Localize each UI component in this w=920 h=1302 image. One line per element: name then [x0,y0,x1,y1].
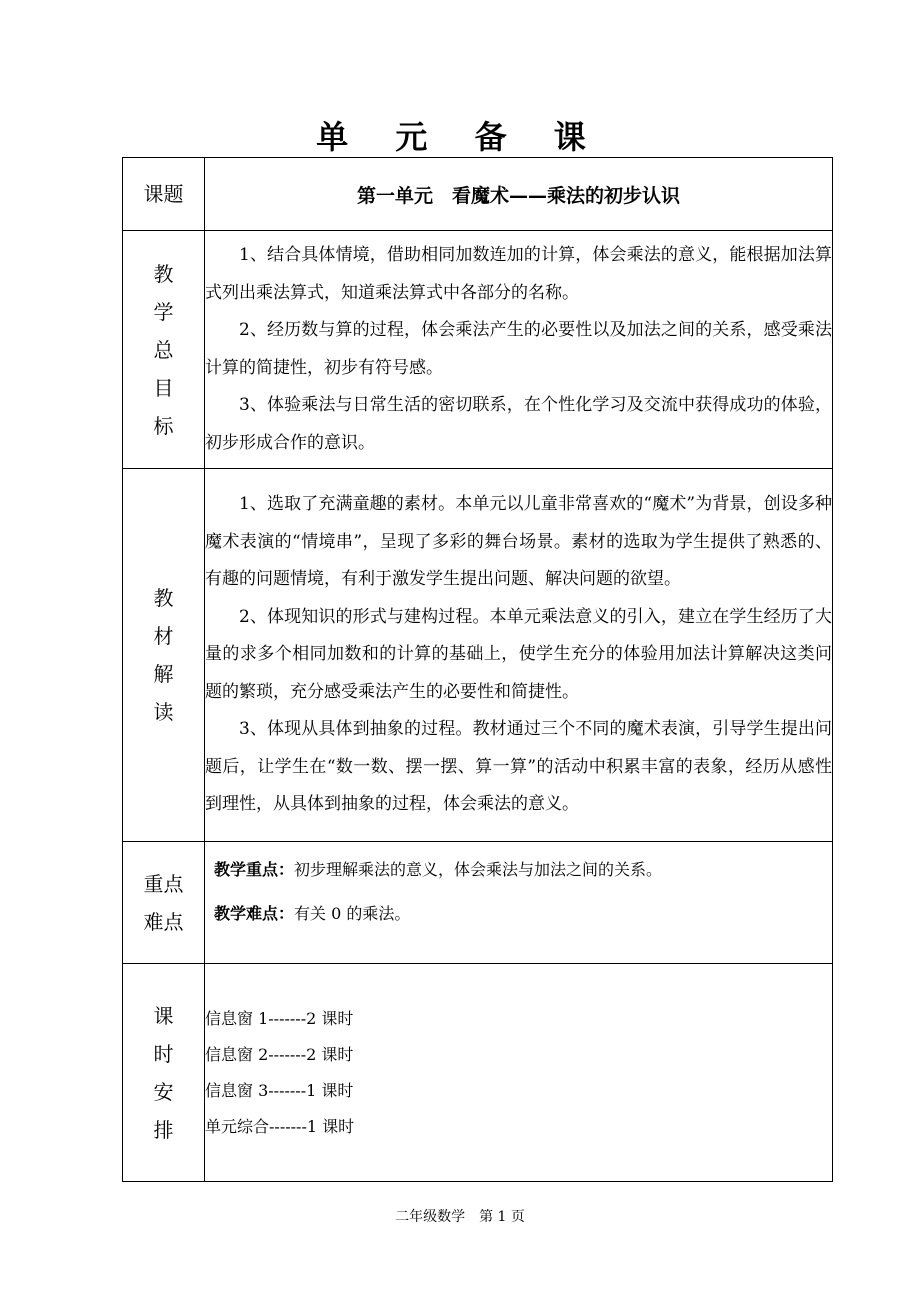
document-title: 单 元 备 课 [316,118,604,156]
topic-row [123,158,833,231]
goals-label [123,231,205,469]
goals-row [123,231,833,469]
key-points-label [123,842,205,964]
key-points-row [123,842,833,964]
key-points-label-line: 重点 [143,871,184,896]
goals-label-char: 学 [153,299,174,324]
key-points-content [205,842,833,964]
topic-value: 第一单元 看魔术——乘法的初步认识 [205,158,833,231]
teaching-difficulty-label: 教学难点： [214,904,295,923]
teaching-focus [205,860,832,880]
goals-label-char: 教 [153,261,174,286]
topic-label-cell [123,158,205,231]
schedule-item: 信息窗 2-------2 课时 [205,1044,354,1064]
goals-label-char: 标 [153,413,174,438]
goals-label-char: 目 [153,375,174,400]
textbook-paragraph: 1、选取了充满童趣的素材。本单元以儿童非常喜欢的“魔术”为背景，创设多种魔术表演的“情境串”，呈现了多彩的舞台场景。素材的选取为学生提供了熟悉的、有趣的问题情境，有利于激发学生提出问题、解决问题的欲望。 [205,494,832,590]
page-footer: 二年级数学 第 1 页 [395,1209,525,1225]
textbook-content [205,469,833,842]
textbook-label [123,469,205,842]
key-points-label-line: 难点 [143,909,184,934]
textbook-label-char: 教 [153,586,174,610]
goals-paragraph: 1、结合具体情境，借助相同加数连加的计算，体会乘法的意义，能根据加法算式列出乘法算式，知道乘法算式中各部分的名称。 [205,245,832,303]
teaching-focus-text: 初步理解乘法的意义，体会乘法与加法之间的关系。 [294,860,663,879]
topic-label: 课题 [143,182,184,206]
schedule-label [123,964,205,1182]
teaching-difficulty-text: 有关 0 的乘法。 [294,904,411,923]
textbook-row [123,469,833,842]
schedule-content [205,964,833,1182]
schedule-label-char: 排 [153,1117,174,1142]
goals-content [205,231,833,469]
goals-paragraph: 3、体验乘法与日常生活的密切联系，在个性化学习及交流中获得成功的体验，初步形成合作的意识。 [205,395,832,453]
textbook-paragraph: 3、体现从具体到抽象的过程。教材通过三个不同的魔术表演，引导学生提出问题后，让学生在“数一数、摆一摆、算一算”的活动中积累丰富的表象，经历从感性到理性，从具体到抽象的过程，体会乘法的意义。 [205,719,832,815]
schedule-item: 信息窗 1-------2 课时 [205,1008,354,1028]
textbook-label-char: 解 [153,662,174,686]
schedule-item: 单元综合-------1 课时 [205,1116,355,1136]
lesson-plan-table [122,157,833,1182]
textbook-label-char: 读 [153,700,174,724]
goals-label-char: 总 [153,337,174,362]
schedule-label-char: 时 [153,1041,174,1066]
schedule-label-char: 课 [153,1003,174,1028]
goals-paragraph: 2、经历数与算的过程，体会乘法产生的必要性以及加法之间的关系，感受乘法计算的简捷性，初步有符号感。 [205,320,832,378]
textbook-label-char: 材 [153,624,174,648]
teaching-difficulty [205,904,832,924]
schedule-label-char: 安 [153,1079,174,1104]
schedule-item: 信息窗 3-------1 课时 [205,1080,354,1100]
textbook-paragraph: 2、体现知识的形式与建构过程。本单元乘法意义的引入，建立在学生经历了大量的求多个相同加数和的计算的基础上，使学生充分的体验用加法计算解决这类问题的繁琐，充分感受乘法产生的必要性和简捷性。 [205,606,832,702]
teaching-focus-label: 教学重点： [214,860,295,879]
schedule-row [123,964,833,1182]
